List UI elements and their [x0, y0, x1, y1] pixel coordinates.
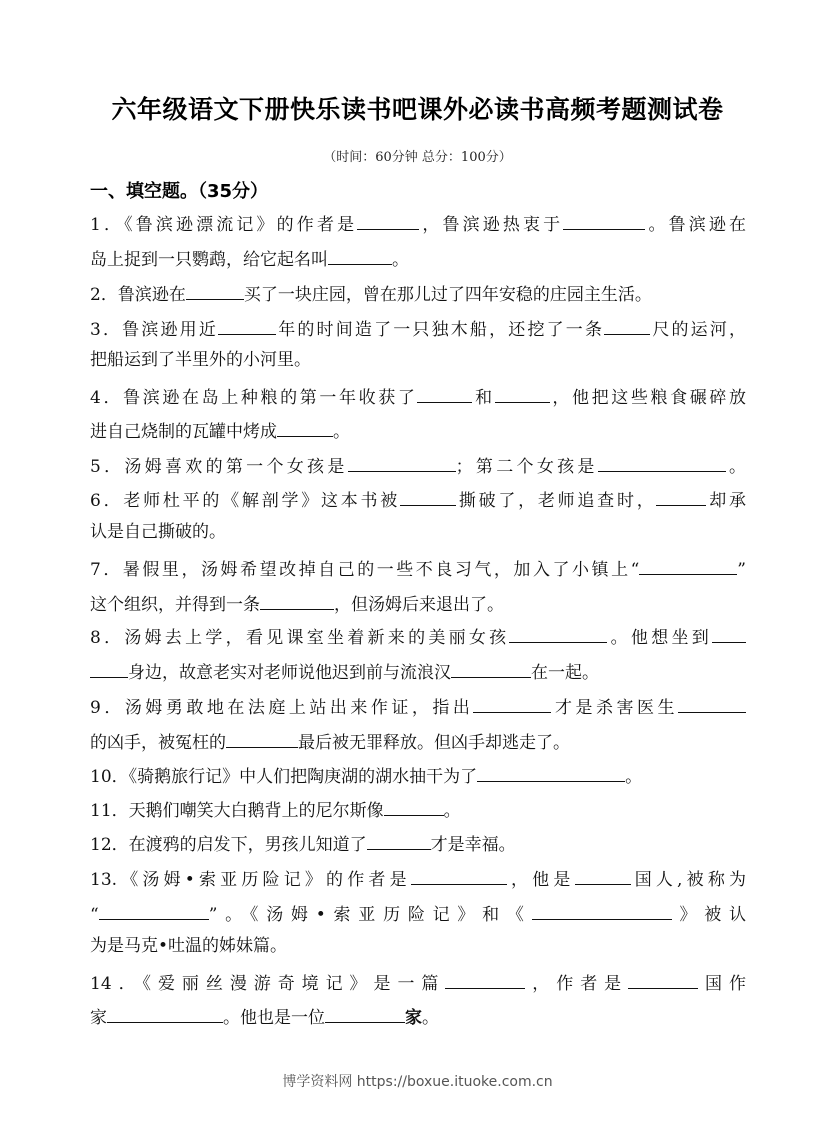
- question-8-line-1: 8．汤姆去上学，看见课室坐着新来的美丽女孩 。他想坐到: [90, 624, 746, 649]
- question-14-line-1: 14．《爱丽丝漫游奇境记》是一篇 ，作者是 国作: [90, 970, 746, 995]
- answer-blank[interactable]: [325, 1004, 405, 1023]
- question-9-line-1: 9．汤姆勇敢地在法庭上站出来作证，指出 才是杀害医生: [90, 694, 746, 719]
- answer-blank[interactable]: [400, 487, 456, 506]
- exam-info: （时间：60分钟 总分：100分）: [323, 150, 512, 165]
- answer-blank[interactable]: [598, 453, 726, 472]
- answer-blank[interactable]: [575, 866, 631, 885]
- answer-blank[interactable]: [107, 1004, 223, 1023]
- section-heading: 一、填空题。（35分）: [90, 181, 269, 202]
- question-4-line-1: 4．鲁滨逊在岛上种粮的第一年收获了 和 ，他把这些粮食碾碎放: [90, 384, 746, 409]
- answer-blank[interactable]: [656, 487, 706, 506]
- question-7-line-1: 7．暑假里，汤姆希望改掉自己的一些不良习气，加入了小镇上“ ”: [90, 556, 746, 581]
- answer-blank[interactable]: [477, 763, 625, 782]
- answer-blank[interactable]: [678, 694, 746, 713]
- answer-blank[interactable]: [509, 624, 607, 643]
- answer-blank[interactable]: [226, 729, 298, 748]
- answer-blank[interactable]: [384, 797, 444, 816]
- answer-blank[interactable]: [712, 624, 746, 643]
- question-10: 10．《骑鹅旅行记》中人们把陶庚湖的湖水抽干为了 。: [90, 763, 746, 788]
- question-13-line-2: “ ”。《汤姆•索亚历险记》和《 》被认: [90, 901, 746, 926]
- question-14-line-2: 家 。他也是一位 家。: [90, 1004, 746, 1029]
- page-title: 六年级语文下册快乐读书吧课外必读书高频考题测试卷: [111, 95, 724, 124]
- answer-blank[interactable]: [495, 384, 550, 403]
- answer-blank[interactable]: [445, 970, 525, 989]
- answer-blank[interactable]: [218, 316, 276, 335]
- answer-blank[interactable]: [277, 418, 333, 437]
- answer-blank[interactable]: [186, 281, 244, 300]
- question-11: 11．天鹅们嘲笑大白鹅背上的尼尔斯像 。: [90, 797, 746, 822]
- answer-blank[interactable]: [357, 211, 419, 230]
- question-6-line-2: 认是自己撕破的。: [90, 522, 226, 542]
- answer-blank[interactable]: [628, 970, 698, 989]
- answer-blank[interactable]: [99, 901, 209, 920]
- answer-blank[interactable]: [328, 246, 392, 265]
- question-9-line-2: 的凶手，被冤枉的 最后被无罪释放。但凶手却逃走了。: [90, 729, 746, 754]
- question-8-line-2: 身边，故意老实对老师说他迟到前与流浪汉 在一起。: [90, 659, 746, 684]
- question-4-line-2: 进自己烧制的瓦罐中烤成 。: [90, 418, 746, 443]
- answer-blank[interactable]: [604, 316, 650, 335]
- answer-blank[interactable]: [563, 211, 645, 230]
- footer-watermark: 博学资料网 https://boxue.ituoke.com.cn: [282, 1074, 553, 1090]
- question-1-line-2: 岛上捉到一只鹦鹉，给它起名叫 。: [90, 246, 746, 271]
- answer-blank[interactable]: [473, 694, 551, 713]
- question-2: 2．鲁滨逊在 买了一块庄园，曾在那儿过了四年安稳的庄园主生活。: [90, 281, 746, 306]
- question-12: 12．在渡鸦的启发下，男孩儿知道了 才是幸福。: [90, 831, 746, 856]
- answer-blank[interactable]: [90, 659, 128, 678]
- question-6-line-1: 6．老师杜平的《解剖学》这本书被 撕破了，老师追查时， 却承: [90, 487, 746, 512]
- answer-blank[interactable]: [639, 556, 737, 575]
- answer-blank[interactable]: [348, 453, 456, 472]
- answer-blank[interactable]: [367, 831, 431, 850]
- question-13-line-1: 13.《汤姆•索亚历险记》的作者是 ，他是 国人,被称为: [90, 866, 746, 891]
- question-5: 5．汤姆喜欢的第一个女孩是 ；第二个女孩是 。: [90, 453, 746, 478]
- answer-blank[interactable]: [532, 901, 672, 920]
- question-3-line-1: 3．鲁滨逊用近 年的时间造了一只独木船，还挖了一条 尺的运河，: [90, 316, 746, 341]
- answer-blank[interactable]: [417, 384, 472, 403]
- answer-blank[interactable]: [411, 866, 507, 885]
- question-13-line-3: 为是马克•吐温的姊妹篇。: [90, 936, 288, 956]
- question-3-line-2: 把船运到了半里外的小河里。: [90, 350, 311, 370]
- answer-blank[interactable]: [260, 591, 334, 610]
- question-1-line-1: 1．《鲁滨逊漂流记》的作者是 ，鲁滨逊热衷于 。鲁滨逊在: [90, 211, 746, 236]
- question-7-line-2: 这个组织，并得到一条 ，但汤姆后来退出了。: [90, 591, 746, 616]
- answer-blank[interactable]: [451, 659, 531, 678]
